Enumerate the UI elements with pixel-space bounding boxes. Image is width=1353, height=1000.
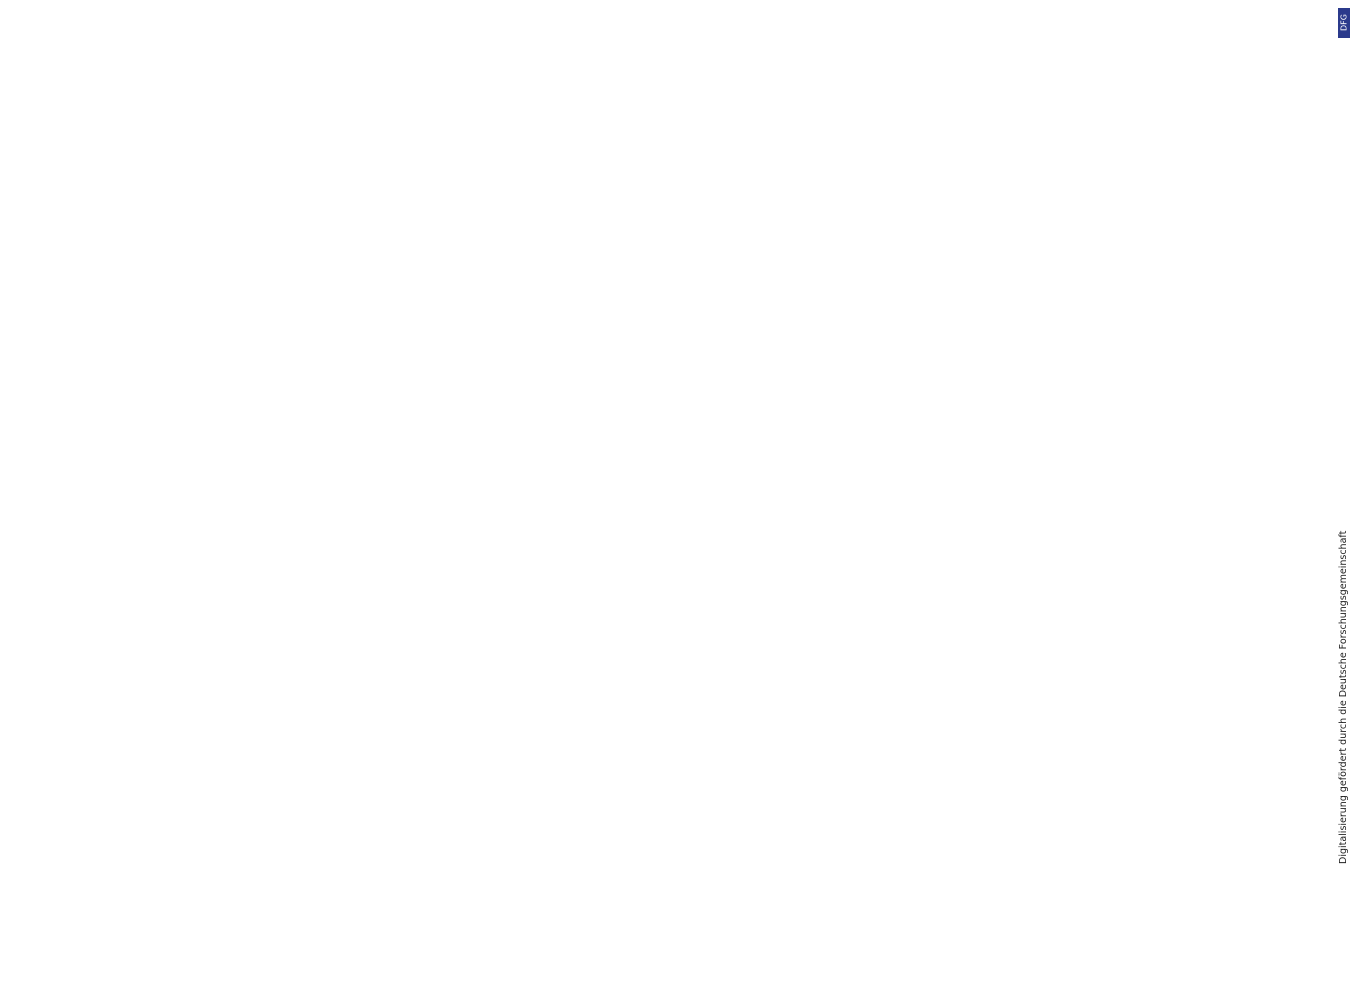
dfg-logo: DFG — [1338, 8, 1350, 38]
digitization-note: Digitalisierung gefördert durch die Deutsche Forschungsgemeinschaft — [1338, 530, 1349, 864]
